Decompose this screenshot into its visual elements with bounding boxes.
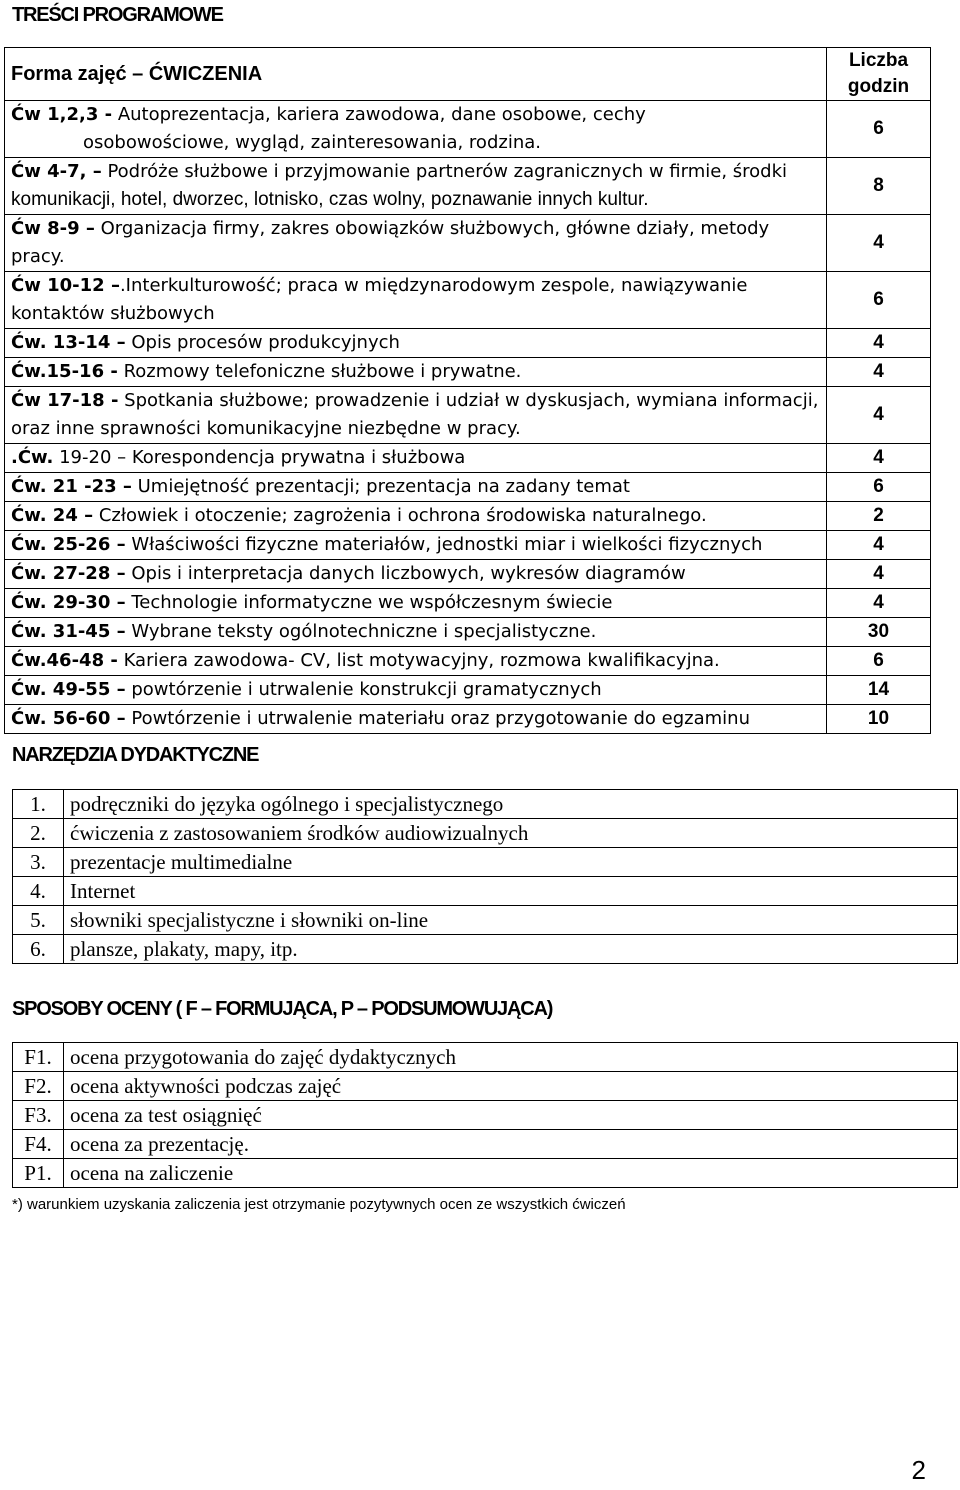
program-topic <box>5 215 827 272</box>
tools-table <box>12 789 958 964</box>
tool-item-index: 6. <box>13 935 64 964</box>
assessment-item <box>13 1130 958 1159</box>
program-row <box>5 158 931 215</box>
assessment-item-text: ocena aktywności podczas zajęć <box>64 1072 958 1101</box>
topic-code: Ćw 8-9 – <box>11 218 95 239</box>
program-row <box>5 387 931 444</box>
program-row <box>5 618 931 647</box>
topic-text: Kariera zawodowa- CV, list motywacyjny, rozmowa kwalifikacyjna. <box>117 650 720 671</box>
tools-heading: NARZĘDZIA DYDAKTYCZNE <box>12 744 259 766</box>
topic-text: Technologie informatyczne we współczesnym świecie <box>125 592 613 613</box>
program-hours: 4 <box>827 444 931 473</box>
topic-text-continued: kontaktów służbowych <box>11 303 215 324</box>
program-hours: 2 <box>827 502 931 531</box>
assessment-item-text: ocena za test osiągnięć <box>64 1101 958 1130</box>
topic-text: Organizacja firmy, zakres obowiązków służbowych, główne działy, metody <box>94 218 770 239</box>
program-heading: TREŚCI PROGRAMOWE <box>12 4 223 26</box>
topic-code: Ćw. 56-60 – <box>11 708 126 729</box>
topic-text-continued: komunikacji, hotel, dworzec, lotnisko, czas wolny, poznawanie innych kultur. <box>11 189 649 210</box>
topic-code: Ćw. 13-14 – <box>11 332 126 353</box>
program-hours: 6 <box>827 101 931 158</box>
program-row <box>5 473 931 502</box>
topic-text-continued: pracy. <box>11 246 65 267</box>
program-row <box>5 560 931 589</box>
topic-text: Podróże służbowe i przyjmowanie partnerów zagranicznych w firmie, środki <box>101 161 788 182</box>
tool-item-index: 3. <box>13 848 64 877</box>
tool-item-text: prezentacje multimedialne <box>64 848 958 877</box>
program-row <box>5 444 931 473</box>
program-topic <box>5 387 827 444</box>
program-topic <box>5 589 827 618</box>
tool-item <box>13 819 958 848</box>
assessment-item-text: ocena przygotowania do zajęć dydaktycznych <box>64 1043 958 1072</box>
topic-code: Ćw. 24 – <box>11 505 94 526</box>
tool-item-text: plansze, plakaty, mapy, itp. <box>64 935 958 964</box>
program-row <box>5 358 931 387</box>
topic-text: Wybrane teksty ogólnotechniczne i specjalistyczne. <box>125 621 597 642</box>
topic-text: Spotkania służbowe; prowadzenie i udział w dyskusjach, wymiana informacji, <box>118 390 819 411</box>
program-hours: 10 <box>827 705 931 734</box>
assessment-item-text: ocena na zaliczenie <box>64 1159 958 1188</box>
topic-code: Ćw 17-18 - <box>11 390 119 411</box>
program-row <box>5 215 931 272</box>
tool-item <box>13 790 958 819</box>
tool-item-text: słowniki specjalistyczne i słowniki on-line <box>64 906 958 935</box>
program-topic <box>5 705 827 734</box>
topic-text-continued: osobowościowe, wygląd, zainteresowania, rodzina. <box>83 132 541 153</box>
program-hours: 6 <box>827 647 931 676</box>
tool-item <box>13 935 958 964</box>
tool-item-text: ćwiczenia z zastosowaniem środków audiowizualnych <box>64 819 958 848</box>
program-topic <box>5 358 827 387</box>
assessment-item-index: F1. <box>13 1043 64 1072</box>
topic-code: Ćw. 25-26 – <box>11 534 126 555</box>
program-hours: 4 <box>827 358 931 387</box>
program-topic <box>5 502 827 531</box>
assessment-item <box>13 1072 958 1101</box>
topic-code: Ćw.15-16 - <box>11 361 118 382</box>
tool-item <box>13 877 958 906</box>
program-row <box>5 502 931 531</box>
tool-item-index: 2. <box>13 819 64 848</box>
assessment-item <box>13 1159 958 1188</box>
page-number: 2 <box>911 1455 926 1485</box>
program-hours: 6 <box>827 272 931 329</box>
tool-item <box>13 906 958 935</box>
program-row <box>5 647 931 676</box>
topic-code: Ćw. 29-30 – <box>11 592 126 613</box>
program-hours: 4 <box>827 215 931 272</box>
program-row <box>5 589 931 618</box>
program-topic <box>5 676 827 705</box>
topic-text: Właściwości fizyczne materiałów, jednostki miar i wielkości fizycznych <box>125 534 763 555</box>
assessment-item <box>13 1101 958 1130</box>
topic-code: .Ćw. <box>11 447 54 468</box>
assessment-heading: SPOSOBY OCENY ( F – FORMUJĄCA, P – PODSUMOWUJĄCA) <box>12 998 553 1020</box>
program-hours: 4 <box>827 329 931 358</box>
topic-code: Ćw 10-12 – <box>11 275 120 296</box>
topic-text: Rozmowy telefoniczne służbowe i prywatne. <box>117 361 522 382</box>
topic-code: Ćw.46-48 - <box>11 650 118 671</box>
program-hours: 4 <box>827 387 931 444</box>
program-topic <box>5 473 827 502</box>
tool-item-index: 5. <box>13 906 64 935</box>
tool-item-text: Internet <box>64 877 958 906</box>
program-hours: 4 <box>827 589 931 618</box>
program-hours: 8 <box>827 158 931 215</box>
program-topic <box>5 329 827 358</box>
topic-text: Umiejętność prezentacji; prezentacja na zadany temat <box>131 476 630 497</box>
form-label: Forma zajęć – ĆWICZENIA <box>5 48 827 101</box>
program-hours: 4 <box>827 560 931 589</box>
topic-text: .Interkulturowość; praca w międzynarodowym zespole, nawiązywanie <box>119 275 748 296</box>
topic-text: 19-20 – Korespondencja prywatna i służbowa <box>53 447 466 468</box>
assessment-item-index: F4. <box>13 1130 64 1159</box>
program-topic <box>5 444 827 473</box>
topic-code: Ćw. 21 -23 – <box>11 476 132 497</box>
topic-text: Opis procesów produkcyjnych <box>125 332 400 353</box>
program-hours: 6 <box>827 473 931 502</box>
program-hours: 14 <box>827 676 931 705</box>
program-topic <box>5 647 827 676</box>
tool-item <box>13 848 958 877</box>
topic-text: Powtórzenie i utrwalenie materiału oraz przygotowanie do egzaminu <box>125 708 750 729</box>
program-row <box>5 676 931 705</box>
program-topic <box>5 560 827 589</box>
program-row <box>5 272 931 329</box>
program-topic <box>5 101 827 158</box>
tool-item-index: 4. <box>13 877 64 906</box>
assessment-table <box>12 1042 958 1188</box>
topic-code: Ćw. 27-28 – <box>11 563 126 584</box>
program-header-row <box>5 48 931 101</box>
topic-code: Ćw. 31-45 – <box>11 621 126 642</box>
topic-code: Ćw 1,2,3 - <box>11 104 113 125</box>
program-row <box>5 705 931 734</box>
program-row <box>5 329 931 358</box>
footnote: *) warunkiem uzyskania zaliczenia jest otrzymanie pozytywnych ocen ze wszystkich ćwiczeń <box>12 1196 626 1213</box>
topic-text: powtórzenie i utrwalenie konstrukcji gramatycznych <box>125 679 602 700</box>
program-topic <box>5 618 827 647</box>
hours-header: Liczba godzin <box>827 48 931 101</box>
assessment-item-index: F3. <box>13 1101 64 1130</box>
assessment-item-index: F2. <box>13 1072 64 1101</box>
program-hours: 4 <box>827 531 931 560</box>
program-topic <box>5 158 827 215</box>
topic-code: Ćw. 49-55 – <box>11 679 126 700</box>
topic-code: Ćw 4-7, – <box>11 161 102 182</box>
topic-text: Opis i interpretacja danych liczbowych, wykresów diagramów <box>125 563 686 584</box>
topic-text: Człowiek i otoczenie; zagrożenia i ochrona środowiska naturalnego. <box>93 505 707 526</box>
assessment-item-text: ocena za prezentację. <box>64 1130 958 1159</box>
program-hours: 30 <box>827 618 931 647</box>
tool-item-index: 1. <box>13 790 64 819</box>
program-row <box>5 101 931 158</box>
tool-item-text: podręczniki do języka ogólnego i specjalistycznego <box>64 790 958 819</box>
assessment-item-index: P1. <box>13 1159 64 1188</box>
topic-text: Autoprezentacja, kariera zawodowa, dane osobowe, cechy <box>112 104 646 125</box>
program-table <box>4 47 931 734</box>
topic-text-continued: oraz inne sprawności komunikacyjne niezbędne w pracy. <box>11 418 521 439</box>
program-topic <box>5 531 827 560</box>
program-topic <box>5 272 827 329</box>
program-row <box>5 531 931 560</box>
assessment-item <box>13 1043 958 1072</box>
